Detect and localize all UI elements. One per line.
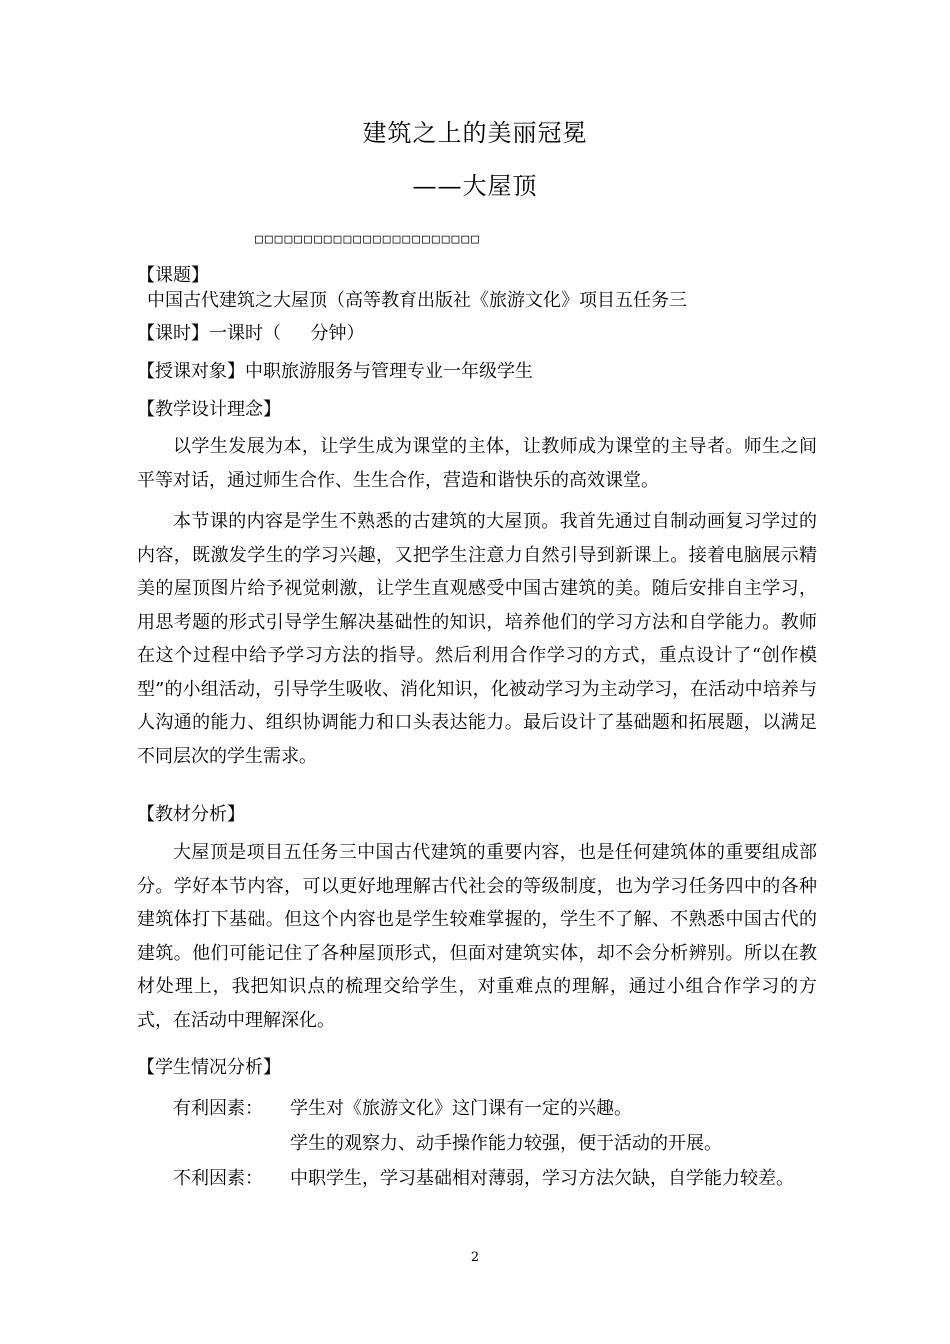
section-period	[137, 322, 364, 346]
topic-text: 中国古代建筑之大屋顶（高等教育出版社《旅游文化》项目五任务三	[147, 290, 687, 311]
design-paragraph-2: 本节课的内容是学生不熟悉的古建筑的大屋顶。我首先通过自制动画复习学过的内容，既激发学生的学习兴趣，又把学生注意力自然引导到新课上。接着电脑展示精美的屋顶图片给予视觉刺激，让学生直观感受中国古建筑的美。随后安排自主学习，用思考题的形式引导学生解决基础性的知识，培养他们的学习方法和自学能力。教师在这个过程中给予学习方法的指导。然后利用合作学习的方式，重点设计了“创作模型”的小组活动，引导学生吸收、消化知识，化被动学习为主动学习，在活动中培养与人沟通的能力、组织协调能力和口头表达能力。最后设计了基础题和拓展题，以满足不同层次的学生需求。	[137, 511, 817, 767]
audience-text: 中职旅游服务与管理专业一年级学生	[245, 361, 533, 382]
favorable-factor-1: 学生对《旅游文化》这门课有一定的兴趣。	[290, 1098, 632, 1119]
section-heading-topic: 【课题】	[137, 265, 209, 286]
unfavorable-factor-1: 中职学生，学习基础相对薄弱，学习方法欠缺，自学能力较差。	[290, 1168, 794, 1189]
section-heading-design: 【教学设计理念】	[137, 399, 281, 420]
section-audience	[137, 360, 533, 384]
garbled-text-line: □□□□□□□□□□□□□□□□□□□□□□□	[255, 232, 482, 247]
document-subtitle: ——大屋顶	[412, 172, 538, 200]
section-heading-audience: 【授课对象】	[137, 361, 245, 382]
page-number: 2	[470, 1250, 480, 1265]
period-text: 一课时（ 分钟）	[209, 323, 365, 344]
section-heading-material: 【教材分析】	[137, 804, 245, 825]
unfavorable-factors-label: 不利因素：	[173, 1168, 263, 1189]
section-heading-period: 【课时】	[137, 323, 209, 344]
section-heading-students: 【学生情况分析】	[137, 1057, 281, 1078]
document-title: 建筑之上的美丽冠冕	[362, 119, 588, 147]
favorable-factor-2: 学生的观察力、动手操作能力较强，便于活动的开展。	[290, 1133, 722, 1154]
design-paragraph-1: 以学生发展为本，让学生成为课堂的主体，让教师成为课堂的主导者。师生之间平等对话，通过师生合作、生生合作，营造和谐快乐的高效课堂。	[137, 436, 817, 491]
favorable-factors-label: 有利因素：	[173, 1098, 263, 1119]
material-paragraph-1: 大屋顶是项目五任务三中国古代建筑的重要内容，也是任何建筑体的重要组成部分。学好本节内容，可以更好地理解古代社会的等级制度，也为学习任务四中的各种建筑体打下基础。但这个内容也是学生较难掌握的，学生不了解、不熟悉中国古代的建筑。他们可能记住了各种屋顶形式，但面对建筑实体，却不会分析辨别。所以在教材处理上，我把知识点的梳理交给学生，对重难点的理解，通过小组合作学习的方式，在活动中理解深化。	[137, 842, 817, 1031]
